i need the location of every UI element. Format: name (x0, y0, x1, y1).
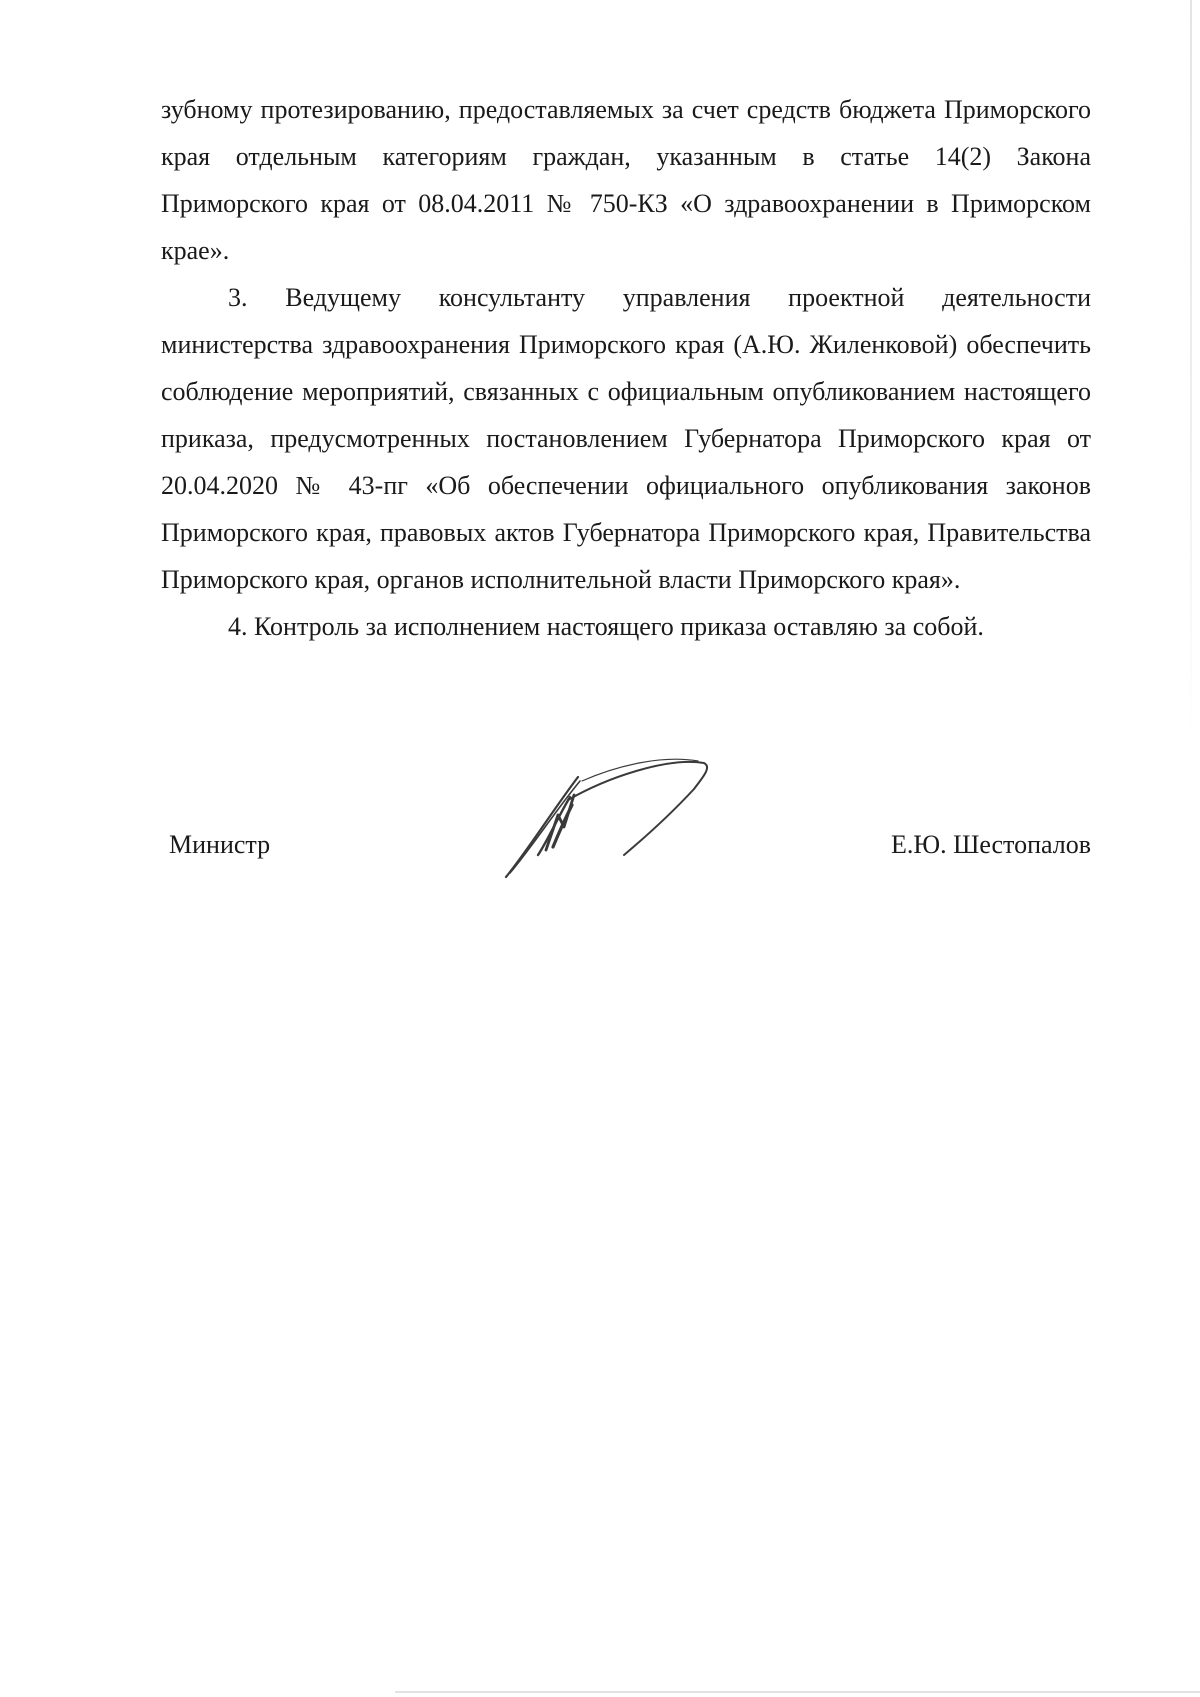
paragraph-item-3: 3. Ведущему консультанту управления проектной деятельности министерства здравоохранения Приморского края (А.Ю. Жиленковой) обеспечить соблюдение мероприятий, связанных с официальным опубликованием настоящего приказа, предусмотренных постановлением Губернатора Приморского края от 20.04.2020 № 43-пг «Об обеспечении официального опубликования законов Приморского края, правовых актов Губернатора Приморского края, Правительства Приморского края, органов исполнительной власти Приморского края». (161, 283, 1091, 594)
signatory-name: Е.Ю. Шестопалов (890, 830, 1091, 859)
paragraph-item-4: 4. Контроль за исполнением настоящего приказа оставляю за собой. (228, 612, 984, 641)
signatory-position: Министр (169, 830, 271, 859)
signature-block (161, 820, 1091, 880)
scan-edge-bottom (395, 1691, 1200, 1693)
scan-edge-right (1190, 0, 1192, 740)
paragraph-continuation: зубному протезированию, предоставляемых за счет средств бюджета Приморского края отдельным категориям граждан, указанным в статье 14(2) Закона Приморского края от 08.04.2011 № 750-КЗ «О здравоохранении в Приморском крае». (161, 95, 1091, 265)
document-body (161, 86, 1091, 650)
